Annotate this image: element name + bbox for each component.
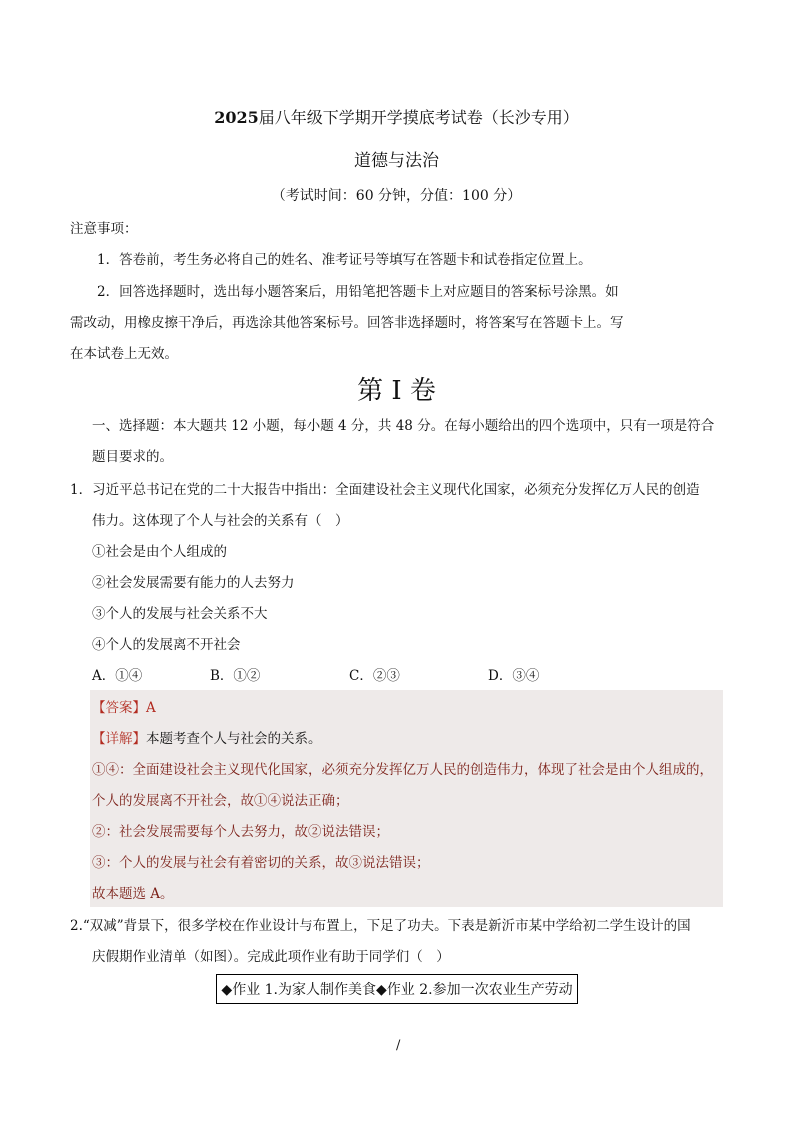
q1-statement-2: ②社会发展需要有能力的人去努力 <box>92 575 295 591</box>
q2-stem-line-2: 庆假期作业清单（如图）。完成此项作业有助于同学们（ ） <box>92 949 450 965</box>
answer-value: A <box>146 700 156 716</box>
q1-stem-line-1: 1．习近平总书记在党的二十大报告中指出：全面建设社会主义现代化国家，必须充分发挥亿万人民的创造 <box>70 482 700 498</box>
answer-tag: 【答案】 <box>92 700 146 716</box>
note-item-2-line-1: 2．回答选择题时，选出每小题答案后，用铅笔把答题卡上对应题目的答案标号涂黑。如 <box>97 284 619 300</box>
section-title: 第 I 卷 <box>357 376 436 406</box>
q1-stem-line-2: 伟力。这体现了个人与社会的关系有（ ） <box>92 513 349 529</box>
q2-stem-line-1: 2.“双减”背景下，很多学校在作业设计与布置上，下足了功夫。下表是新沂市某中学给初二学生设计的国 <box>70 918 691 934</box>
q1-conclusion: 故本题选 A。 <box>92 886 174 902</box>
subject-title: 道德与法治 <box>354 151 439 171</box>
q1-option-a: A．①④ <box>92 668 143 684</box>
q1-statement-3: ③个人的发展与社会关系不大 <box>92 606 268 622</box>
q2-homework-table-text: ◆作业 1.为家人制作美食◆作业 2.参加一次农业生产劳动 <box>221 982 573 998</box>
q1-explanation-2: ②：社会发展需要每个人去努力，故②说法错误； <box>92 824 389 840</box>
q1-detail <box>92 727 322 747</box>
q1-explanation-1-line-2: 个人的发展离不开社会，故①④说法正确； <box>92 793 349 809</box>
exam-info: （考试时间：60 分钟，分值：100 分） <box>271 188 522 204</box>
q1-explanation-1-line-1: ①④：全面建设社会主义现代化国家，必须充分发挥亿万人民的创造伟力，体现了社会是由个人组成的， <box>92 762 713 778</box>
q1-statement-1: ①社会是由个人组成的 <box>92 544 227 560</box>
detail-text: 本题考查个人与社会的关系。 <box>146 731 322 747</box>
q1-option-d: D．③④ <box>488 668 540 684</box>
q1-option-b: B．①② <box>210 668 261 684</box>
notes-heading: 注意事项： <box>70 221 138 237</box>
q1-explanation-3: ③：个人的发展与社会有着密切的关系，故③说法错误； <box>92 855 430 871</box>
note-item-1: 1．答卷前，考生务必将自己的姓名、准考证号等填写在答题卡和试卷指定位置上。 <box>97 252 592 268</box>
exam-title-year: 2025 <box>214 108 259 127</box>
q2-homework-table <box>216 974 578 1004</box>
section-instructions-line-1: 一、选择题：本大题共 12 小题，每小题 4 分，共 48 分。在每小题给出的四个选项中，只有一项是符合 <box>92 418 715 434</box>
detail-tag: 【详解】 <box>92 731 146 747</box>
q1-option-c: C．②③ <box>349 668 400 684</box>
note-item-2-line-3: 在本试卷上无效。 <box>70 346 178 362</box>
exam-title <box>0 105 793 128</box>
exam-title-text: 届八年级下学期开学摸底考试卷（长沙专用） <box>258 108 579 127</box>
q1-answer <box>92 696 156 716</box>
section-instructions-line-2: 题目要求的。 <box>92 449 173 465</box>
q1-statement-4: ④个人的发展离不开社会 <box>92 637 241 653</box>
note-item-2-line-2: 需改动，用橡皮擦干净后，再选涂其他答案标号。回答非选择题时，将答案写在答题卡上。写 <box>70 315 624 331</box>
page-mark: / <box>396 1038 401 1053</box>
